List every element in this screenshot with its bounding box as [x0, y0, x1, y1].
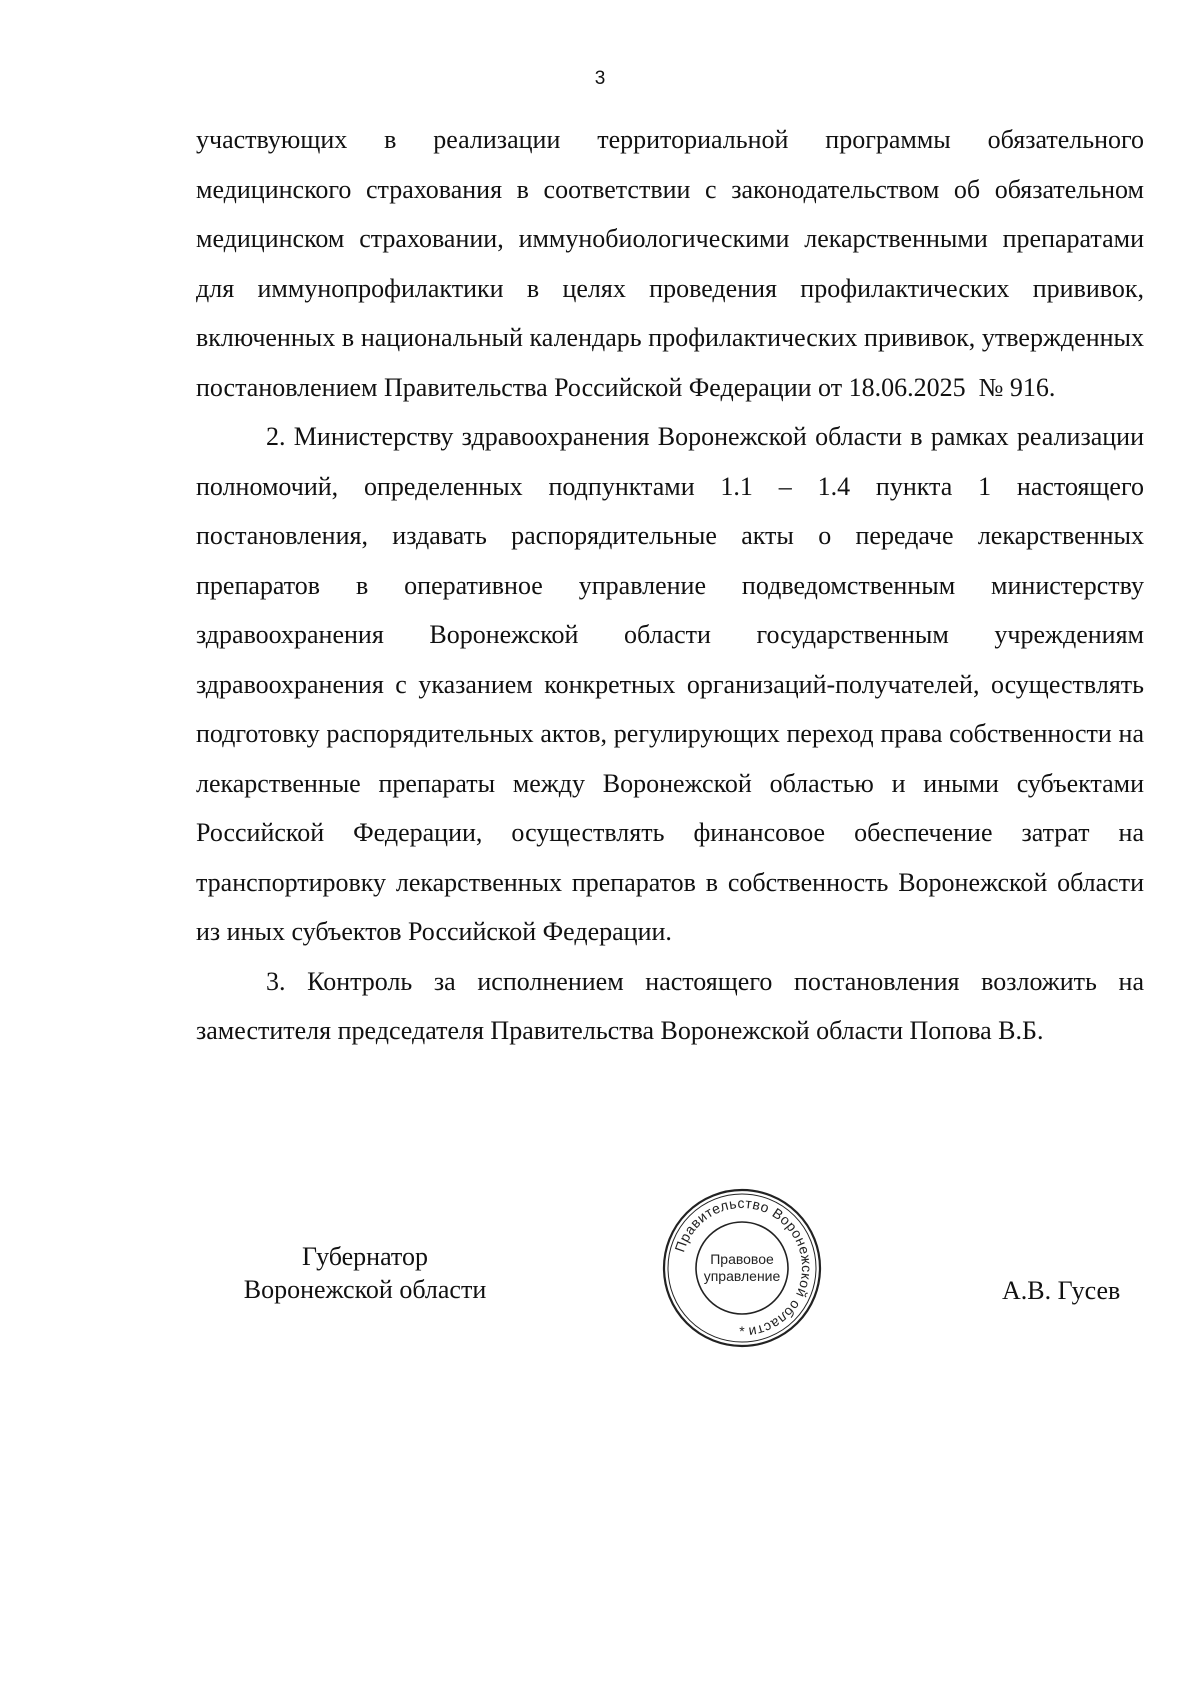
- stamp-center-line2: управление: [703, 1268, 781, 1284]
- paragraph-item-2: 2. Министерству здравоохранения Воронежской области в рамках реализации полномочий, определенных подпунктами 1.1 – 1.4 пункта 1 настоящего постановления, издавать распорядительные акты о передаче лекарственных препаратов в оперативное управление подведомственным министерству здравоохранения Воронежской области государственным учреждениям здравоохранения с указанием конкретных организаций-получателей, осуществлять подготовку распорядительных актов, регулирующих переход права собственности на лекарственные препараты между Воронежской областью и иными субъектами Российской Федерации, осуществлять финансовое обеспечение затрат на транспортировку лекарственных препаратов в собственность Воронежской области из иных субъектов Российской Федерации.: [196, 422, 1157, 946]
- signer-region: Воронежской области: [243, 1275, 487, 1304]
- stamp-ring-text: Правительство Воронежской области: [671, 1194, 816, 1341]
- stamp-star: *: [739, 1323, 745, 1339]
- official-stamp: [660, 1186, 824, 1350]
- paragraph-continuation: участвующих в реализации территориальной программы обязательного медицинского страхования в соответствии с законодательством об обязательном медицинском страховании, иммунобиологическими лекарственными препаратами для иммунопрофилактики в целях проведения профилактических прививок, включенных в национальный календарь профилактических прививок, утвержденных постановлением Правительства Российской Федерации от 18.06.2025 № 916.: [196, 125, 1151, 402]
- stamp-center-line1: Правовое: [710, 1251, 774, 1267]
- paragraph-item-3: 3. Контроль за исполнением настоящего постановления возложить на заместителя председателя Правительства Воронежской области Попова В.Б.: [196, 966, 1151, 1045]
- signer-title: Губернатор: [302, 1242, 428, 1271]
- signer-name: А.В. Гусев: [1002, 1276, 1121, 1305]
- stamp-seal-icon: [660, 1186, 824, 1350]
- signature-position: [230, 1240, 500, 1306]
- page-number: 3: [594, 68, 606, 89]
- document-body: [196, 115, 1157, 1056]
